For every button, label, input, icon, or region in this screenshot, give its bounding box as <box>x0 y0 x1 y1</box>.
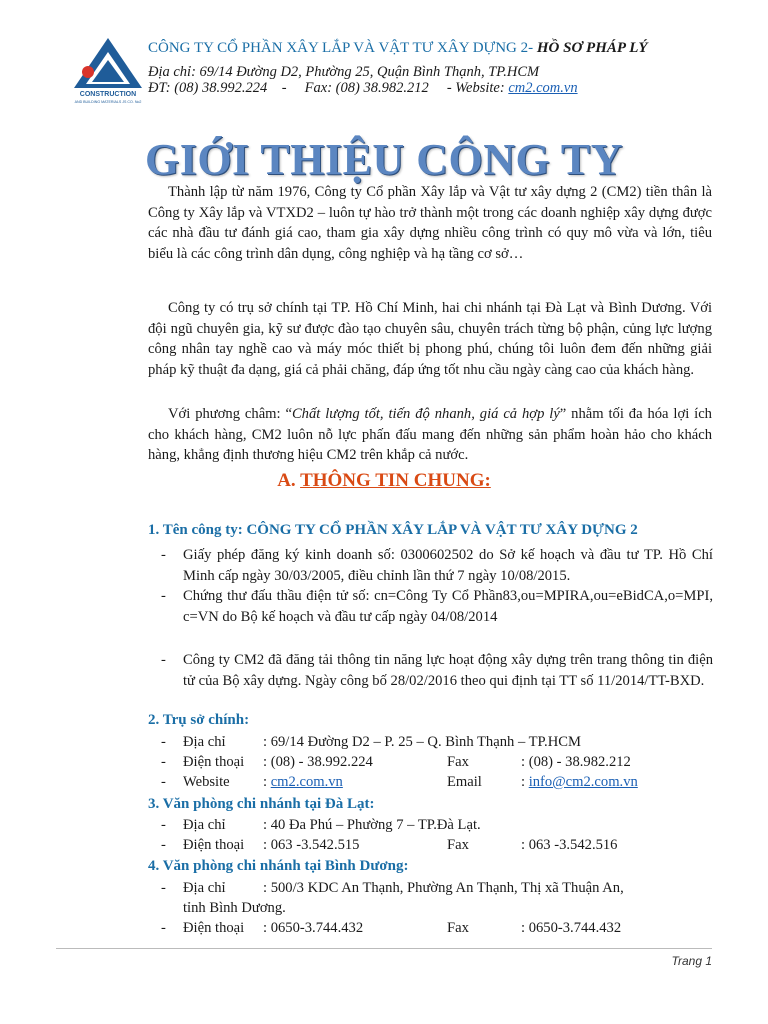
hq-web-row <box>263 774 343 791</box>
dalat-address: : 40 Đa Phú – Phường 7 – TP.Đà Lạt. <box>263 817 481 833</box>
section-a-prefix: A. <box>277 470 301 491</box>
hq-phone-label: Điện thoại <box>183 754 245 770</box>
logo-text: CONSTRUCTION <box>79 91 137 98</box>
logo-subtext: AND BUILDING MATERIALS JS CO. No2 <box>74 100 142 104</box>
hq-address-row: - <box>161 734 166 750</box>
page-title: GIỚI THIỆU CÔNG TY <box>144 135 624 184</box>
company-name: CÔNG TY CỔ PHẦN XÂY LẮP VÀ VẬT TƯ XÂY DỰNG 2- <box>148 40 534 56</box>
hq-address-label: Địa chỉ <box>183 734 226 750</box>
dalat-fax: : 063 -3.542.516 <box>521 837 618 853</box>
colon: : <box>521 774 529 790</box>
section-a-label: THÔNG TIN CHUNG: <box>300 470 491 491</box>
bd-address: : 500/3 KDC An Thạnh, Phường An Thạnh, Thị xã Thuận An, <box>263 880 624 896</box>
hq-address: : 69/14 Đường D2 – P. 25 – Q. Bình Thạnh – TP.HCM <box>263 734 581 750</box>
intro-paragraph-1 <box>148 182 712 264</box>
bullet-dash: - <box>161 547 166 563</box>
item-1-bullet-3 <box>161 650 713 691</box>
page-number: Trang 1 <box>671 954 712 968</box>
intro-p3-text <box>148 404 712 466</box>
bullet-dash: - <box>161 588 166 604</box>
bd-phone-label: Điện thoại <box>183 920 245 936</box>
legal-label: HỒ SƠ PHÁP LÝ <box>533 40 648 56</box>
bd-fax: : 0650-3.744.432 <box>521 920 622 936</box>
website-link[interactable]: cm2.com.vn <box>508 80 578 96</box>
item-4-heading: 4. Văn phòng chi nhánh tại Bình Dương: <box>148 858 409 874</box>
bd-phone-dash: - <box>161 920 166 936</box>
bullet-text: Chứng thư đấu thầu điện tử số: cn=Công Ty Cổ Phần83,ou=MPIRA,ou=eBidCA,o=MPI, c=VN do Bộ kế hoạch và đầu tư cấp ngày 04/08/2014 <box>183 588 713 625</box>
dalat-fax-label: Fax <box>447 837 469 853</box>
dalat-phone: : 063 -3.542.515 <box>263 837 360 853</box>
item-2-heading: 2. Trụ sở chính: <box>148 712 250 728</box>
dalat-address-label: Địa chỉ <box>183 817 226 833</box>
contact-text: ĐT: (08) 38.992.224 - Fax: (08) 38.982.212 - Website: <box>148 80 509 96</box>
item-1-bullet-2 <box>161 586 713 627</box>
dalat-address-dash: - <box>161 817 166 833</box>
hq-email-label: Email <box>447 774 482 790</box>
motto: Chất lượng tốt, tiến độ nhanh, giá cả hợp lý <box>291 406 560 422</box>
hq-fax-label: Fax <box>447 754 469 770</box>
section-a-heading <box>0 470 768 492</box>
bd-fax-label: Fax <box>447 920 469 936</box>
company-address: Địa chỉ: 69/14 Đường D2, Phường 25, Quận Bình Thạnh, TP.HCM <box>148 64 540 80</box>
bullet-text: Công ty CM2 đã đăng tải thông tin năng lực hoạt động xây dựng trên trang thông tin điện tử của Bộ xây dựng. Ngày công bố 28/02/2016 theo qui định tại TT số 11/2014/TT-BXD. <box>183 652 713 689</box>
hq-fax: : (08) - 38.982.212 <box>521 754 631 770</box>
hq-web-dash: - <box>161 774 166 790</box>
dalat-phone-dash: - <box>161 837 166 853</box>
bullet-text: Giấy phép đăng ký kinh doanh số: 0300602502 do Sở kế hoạch và đầu tư TP. Hồ Chí Minh cấp ngày 30/03/2005, điều chỉnh lần thứ 7 ngày 10/08/2015. <box>183 547 713 584</box>
intro-paragraph-2 <box>148 298 712 380</box>
hq-phone-dash: - <box>161 754 166 770</box>
hq-email-row <box>521 774 638 791</box>
hq-web-label: Website <box>183 774 230 790</box>
intro-p2-text: Công ty có trụ sở chính tại TP. Hồ Chí Minh, hai chi nhánh tại Đà Lạt và Bình Dương. Với đội ngũ chuyên gia, kỹ sư được đào tạo chuyên sâu, chuyên trách từng bộ phận, củng lực lượng công nhân tay nghề cao và máy móc thiết bị phong phú, chúng tôi luôn đem đến những giải pháp kỹ thuật đa dạng, giá cả phải chăng, đáp ứng tốt nhu cầu ngày càng cao của khách hàng. <box>148 300 712 378</box>
hq-website-link[interactable]: cm2.com.vn <box>270 774 343 790</box>
item-1-heading: 1. Tên công ty: CÔNG TY CỔ PHẦN XÂY LẮP VÀ VẬT TƯ XÂY DỰNG 2 <box>148 522 638 538</box>
bd-phone: : 0650-3.744.432 <box>263 920 364 936</box>
item-3-heading: 3. Văn phòng chi nhánh tại Đà Lạt: <box>148 796 375 812</box>
bd-address-2: tỉnh Bình Dương. <box>183 900 286 916</box>
bd-address-label: Địa chỉ <box>183 880 226 896</box>
hq-phone: : (08) - 38.992.224 <box>263 754 373 770</box>
colon: : <box>263 774 271 790</box>
item-1-bullet-1 <box>161 545 713 586</box>
motto-prefix: Với phương châm: “ <box>168 406 292 422</box>
intro-paragraph-3 <box>148 404 712 466</box>
company-contact <box>148 80 578 97</box>
motto-suffix: ” nhằm tối đa hóa lợi ích cho khách hàng, CM2 luôn nỗ lực phấn đấu mang đến những sản phẩm hoàn hảo cho khách hàng, khẳng định thương hiệu CM2 trên khắp cả nước. <box>148 406 712 463</box>
company-logo <box>72 36 144 104</box>
bullet-dash: - <box>161 652 166 668</box>
hq-email-link[interactable]: info@cm2.com.vn <box>528 774 638 790</box>
dalat-phone-label: Điện thoại <box>183 837 245 853</box>
bd-address-dash: - <box>161 880 166 896</box>
intro-p1-text: Thành lập từ năm 1976, Công ty Cổ phần Xây lắp và Vật tư xây dựng 2 (CM2) tiền thân là Công ty Xây lắp và VTXD2 – luôn tự hào trở thành một trong các doanh nghiệp xây dựng được các nhà đầu tư đánh giá cao, tham gia xây dựng nhiều công trình có quy mô vừa và lớn, tiêu biểu là các công trình dân dụng, công nghiệp và hạ tầng cơ sở… <box>148 184 712 262</box>
company-header <box>148 40 648 57</box>
footer-divider <box>56 948 712 949</box>
